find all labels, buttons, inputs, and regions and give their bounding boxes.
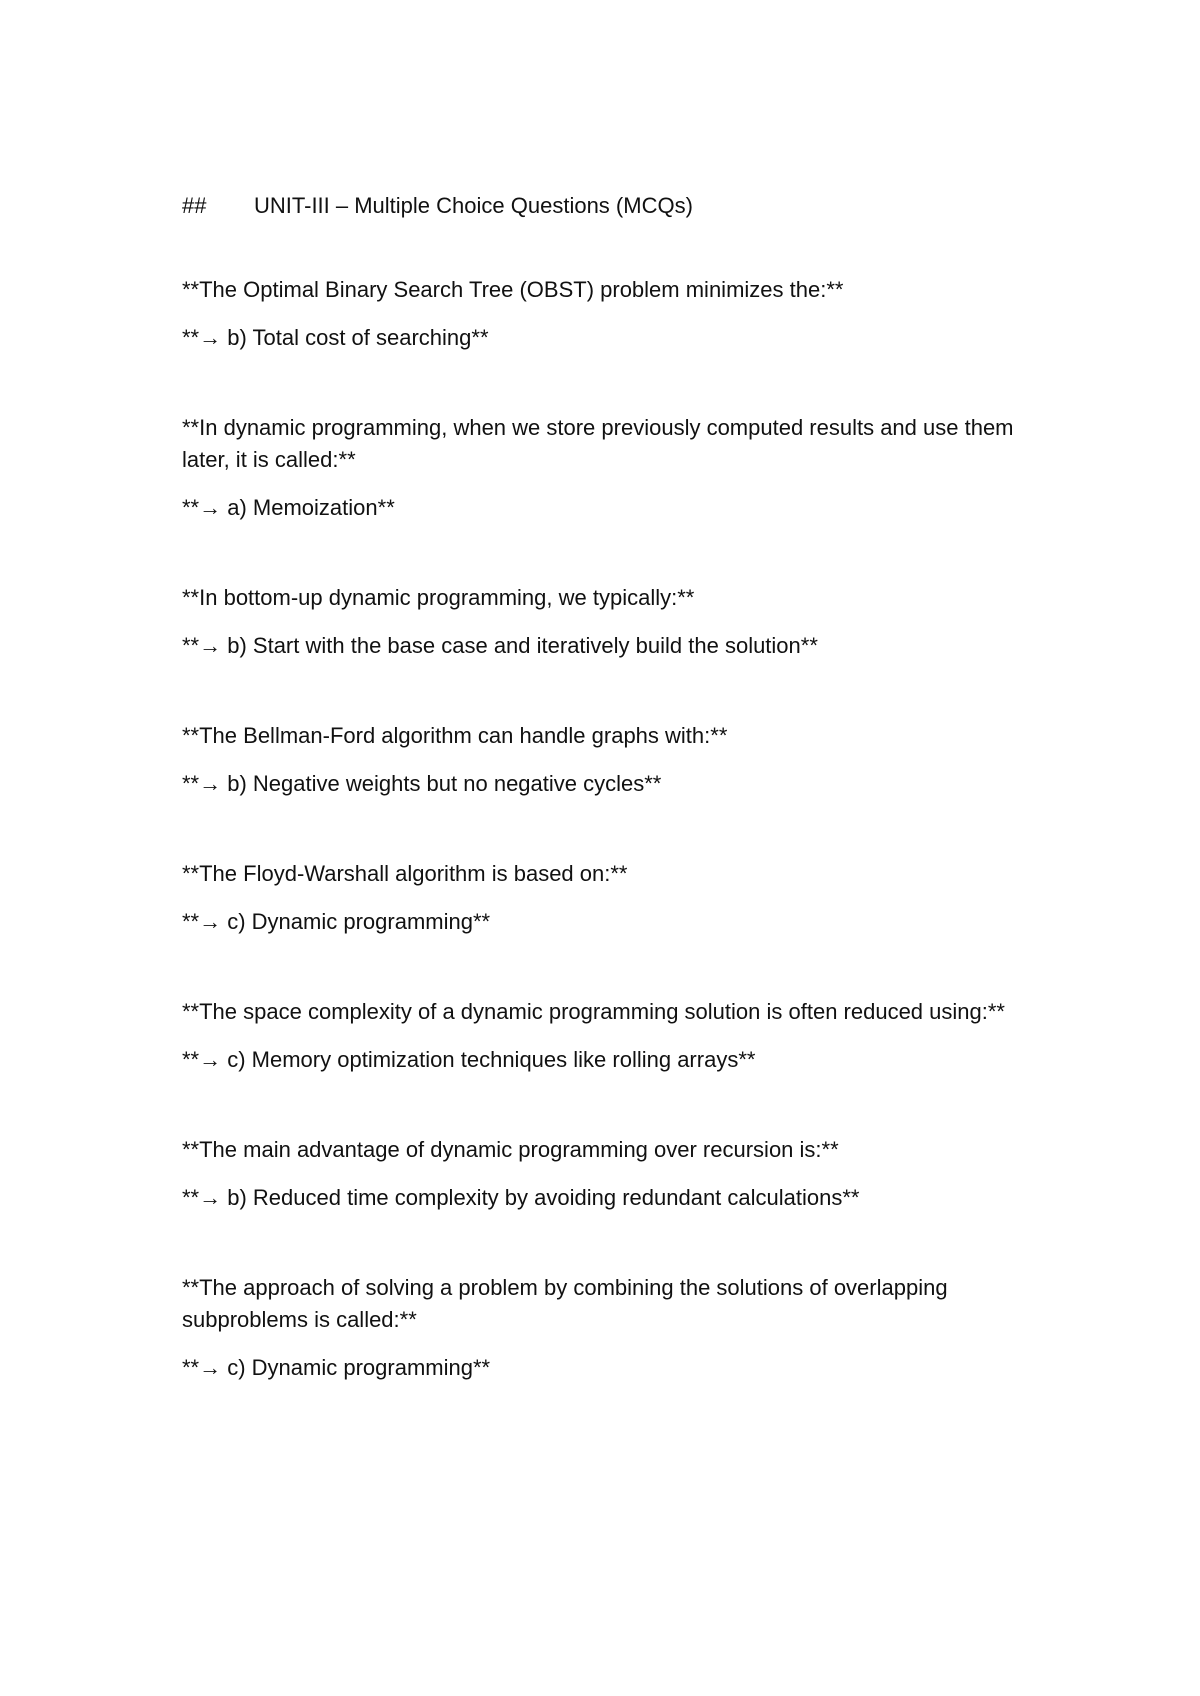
heading-marker: ## [182,193,207,218]
question-text: **The main advantage of dynamic programming over recursion is:** [182,1137,839,1162]
answer-text: **→ b) Reduced time complexity by avoiding redundant calculations** [182,1185,860,1210]
section-heading [182,190,1042,222]
heading-title: UNIT-III – Multiple Choice Questions (MCQs) [254,193,693,218]
answer-text: **→ b) Start with the base case and iteratively build the solution** [182,633,818,658]
document-content [182,190,1042,1442]
question-item [182,720,1042,800]
question-text: **The Optimal Binary Search Tree (OBST) problem minimizes the:** [182,277,844,302]
answer-text: **→ a) Memoization** [182,495,395,520]
question-text: **The Floyd-Warshall algorithm is based on:** [182,861,628,886]
question-text: **The space complexity of a dynamic programming solution is often reduced using:** [182,999,1005,1024]
question-text: **In bottom-up dynamic programming, we typically:** [182,585,695,610]
question-item [182,1134,1042,1214]
question-text: **In dynamic programming, when we store previously computed results and use them later, it is called:** [182,415,1014,472]
answer-text: **→ c) Memory optimization techniques like rolling arrays** [182,1047,756,1072]
answer-text: **→ c) Dynamic programming** [182,1355,491,1380]
question-item [182,858,1042,938]
question-item [182,582,1042,662]
answer-text: **→ c) Dynamic programming** [182,909,491,934]
question-text: **The approach of solving a problem by combining the solutions of overlapping subproblems is called:** [182,1275,948,1332]
question-item [182,996,1042,1076]
question-item [182,274,1042,354]
question-text: **The Bellman-Ford algorithm can handle graphs with:** [182,723,728,748]
answer-text: **→ b) Total cost of searching** [182,325,489,350]
question-item [182,412,1042,524]
question-item [182,1272,1042,1384]
answer-text: **→ b) Negative weights but no negative cycles** [182,771,662,796]
